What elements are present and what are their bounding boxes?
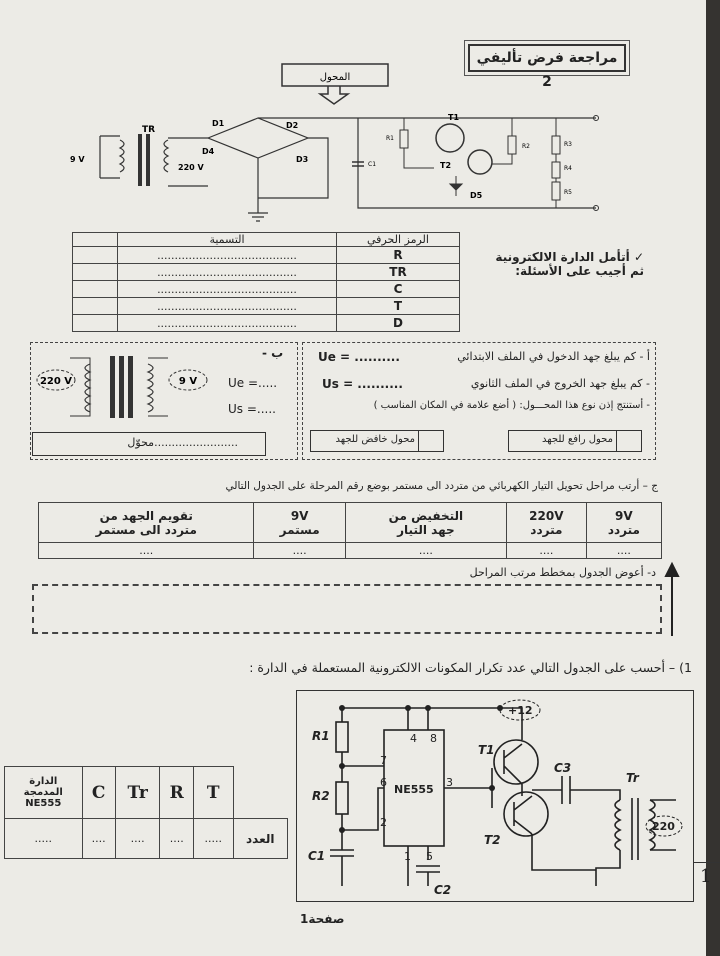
svg-text:3: 3: [446, 776, 453, 789]
side-page-number: 1: [700, 866, 712, 887]
background-edge: [706, 0, 720, 956]
symbols-table: [72, 232, 460, 332]
count-table: [4, 766, 288, 859]
stage-header: تقويم الجهد من متردد الى مستمر: [39, 503, 254, 543]
stage-header: 9V متردد: [586, 503, 661, 543]
svg-text:9 V: 9 V: [70, 155, 85, 164]
power-supply-circuit: [60, 58, 600, 230]
option-step-up[interactable]: محول رافع للجهد: [508, 430, 642, 452]
part-a-q3: - أستنتج إذن نوع هذا المحـــول: ( أضع علامة في المكان المناسب ): [373, 400, 650, 411]
checkbox[interactable]: [418, 431, 443, 451]
col-header-name: التسمية: [118, 233, 337, 247]
svg-text:T2: T2: [440, 161, 452, 170]
svg-text:R1: R1: [386, 135, 394, 142]
part-d-answer-box[interactable]: [32, 584, 662, 634]
count-value[interactable]: ....: [82, 819, 115, 859]
svg-text:Tr: Tr: [626, 771, 639, 785]
stage-header: التخفيض من جهد التيار: [345, 503, 506, 543]
svg-text:4: 4: [410, 732, 417, 745]
col-header-symbol: الرمز الحرفي: [337, 233, 460, 247]
transformer-label: المحول: [319, 72, 351, 83]
svg-text:220 V: 220 V: [39, 376, 73, 387]
svg-text:7: 7: [380, 754, 387, 767]
svg-text:D2: D2: [286, 121, 299, 130]
svg-text:220: 220: [652, 820, 675, 833]
svg-text:C2: C2: [434, 883, 452, 897]
svg-text:9 V: 9 V: [178, 376, 198, 387]
stage-answer[interactable]: ....: [586, 543, 661, 559]
svg-text:D4: D4: [202, 147, 215, 156]
count-header: C: [82, 767, 115, 819]
svg-text:C1: C1: [308, 849, 326, 863]
transformer-text: ........................محوّل: [127, 436, 238, 449]
svg-text:D3: D3: [296, 155, 309, 164]
stages-table: [38, 502, 662, 559]
count-header: Tr: [115, 767, 160, 819]
svg-text:R5: R5: [564, 189, 572, 196]
stage-header: 220V متردد: [506, 503, 586, 543]
count-header: الدارة المدمجة NE555: [5, 767, 83, 819]
svg-text:5: 5: [426, 850, 433, 863]
part-a-ue: Ue = ..........: [318, 350, 400, 364]
question-1: 1) – أحسب على الجدول التالي عدد تكرار المكونات الالكترونية المستعملة في الدارة :: [249, 660, 692, 675]
table-row: ........................................ TR: [73, 264, 460, 281]
table-row: ........................................ R: [73, 247, 460, 264]
svg-text:D5: D5: [470, 191, 483, 200]
svg-text:R1: R1: [312, 729, 330, 743]
arrow-up-icon: [664, 560, 684, 640]
stage-answer[interactable]: ....: [39, 543, 254, 559]
page-title: مراجعة فرض تأليفي 2: [468, 44, 626, 72]
option-step-down[interactable]: محول خافض للجهد: [310, 430, 444, 452]
table-row: ........................................ T: [73, 298, 460, 315]
svg-text:TR: TR: [142, 125, 156, 135]
svg-text:220 V: 220 V: [178, 163, 204, 172]
stage-answer[interactable]: ....: [345, 543, 506, 559]
arrow-down-icon: [320, 86, 348, 104]
svg-text:NE555: NE555: [394, 783, 434, 796]
part-b-label: ب -: [262, 346, 284, 360]
svg-text:C3: C3: [554, 761, 572, 775]
svg-text:T1: T1: [448, 113, 460, 122]
ground-symbol: [248, 158, 268, 221]
transformer-diagram: [36, 350, 222, 422]
stage-header: 9V مستمر: [254, 503, 345, 543]
ne555-circuit: [296, 690, 692, 900]
count-header: T: [194, 767, 234, 819]
svg-text:R4: R4: [564, 165, 572, 172]
stage-answer[interactable]: ....: [254, 543, 345, 559]
part-d-question: د- أعوض الجدول بمخطط مرتب المراحل: [469, 566, 656, 579]
stage-answer[interactable]: ....: [506, 543, 586, 559]
svg-text:+12: +12: [508, 704, 533, 717]
count-value[interactable]: .....: [5, 819, 83, 859]
svg-text:1: 1: [404, 850, 411, 863]
count-row-label: العدد: [233, 819, 288, 859]
svg-text:2: 2: [380, 816, 387, 829]
svg-text:T2: T2: [484, 833, 501, 847]
primary-coil: [120, 140, 124, 172]
svg-text:T1: T1: [478, 743, 495, 757]
svg-text:R3: R3: [564, 141, 572, 148]
part-c-question: ج – أرتب مراحل تحويل التيار الكهربائي من متردد الى مستمر بوضع رقم المرحلة على الجدول التالي: [225, 480, 658, 492]
svg-text:D1: D1: [212, 119, 225, 128]
count-value[interactable]: ....: [115, 819, 160, 859]
part-b-us: Us =.....: [228, 402, 276, 416]
table-row: ........................................ C: [73, 281, 460, 298]
part-a-us: Us = ..........: [322, 377, 403, 391]
part-a-q1: أ - كم يبلغ جهد الدخول في الملف الابتدائي: [457, 350, 650, 363]
instruction: ✓ أتأمل الدارة الالكترونية ثم أجيب على الأسئلة:: [495, 250, 644, 278]
count-value[interactable]: .....: [194, 819, 234, 859]
svg-text:C1: C1: [368, 161, 377, 168]
svg-text:R2: R2: [312, 789, 330, 803]
part-b-ue: Ue =.....: [228, 376, 278, 390]
check-icon: ✓: [633, 250, 644, 264]
count-header: R: [160, 767, 194, 819]
count-value[interactable]: ....: [160, 819, 194, 859]
table-row: ........................................ D: [73, 315, 460, 332]
checkbox[interactable]: [616, 431, 641, 451]
part-a-q2: - كم يبلغ جهد الخروج في الملف الثانوي: [470, 377, 650, 390]
svg-text:8: 8: [430, 732, 437, 745]
page-number: صفحة1: [300, 912, 345, 926]
secondary-coil: [164, 140, 168, 172]
svg-text:R2: R2: [522, 143, 530, 150]
svg-text:6: 6: [380, 776, 387, 789]
